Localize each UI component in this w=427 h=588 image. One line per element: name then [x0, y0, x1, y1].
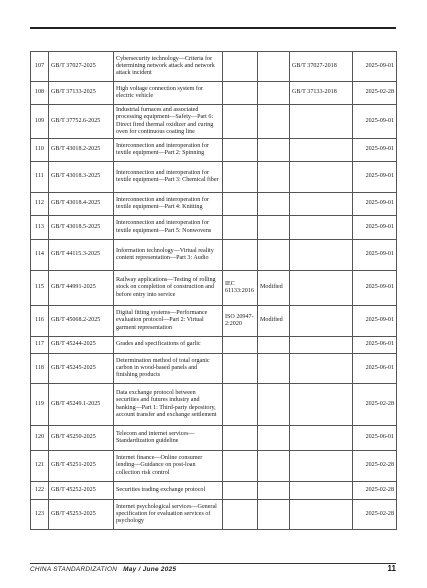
row-number: 121: [31, 451, 49, 482]
row-number: 115: [31, 271, 49, 306]
journal-name: CHINA STANDARDIZATION: [30, 566, 118, 573]
adopted-standard: [223, 82, 258, 105]
row-number: 113: [31, 216, 49, 240]
table-row: [31, 139, 397, 162]
adopted-standard: [223, 193, 258, 216]
row-number: 123: [31, 500, 49, 530]
adopted-standard: IEC 61133:2016: [223, 271, 258, 306]
implementation-date: 2025-09-01: [353, 105, 397, 139]
standard-code: GB/T 37027-2025: [49, 52, 114, 82]
standard-title: Grades and specifications of garlic: [114, 337, 223, 354]
row-number: 117: [31, 337, 49, 354]
standard-code: GB/T 43018.4-2025: [49, 193, 114, 216]
adoption-relation: Modified: [258, 306, 290, 337]
standard-title: High voltage connection system for electric vehicle: [114, 82, 223, 105]
row-number: 110: [31, 139, 49, 162]
implementation-date: 2025-09-01: [353, 52, 397, 82]
row-number: 119: [31, 384, 49, 426]
adoption-relation: [258, 500, 290, 530]
table-row: [31, 271, 397, 306]
page-number: 11: [387, 564, 396, 573]
standard-title: Telecom and internet services—Standardization guideline: [114, 426, 223, 451]
row-number: 112: [31, 193, 49, 216]
replaced-standard: [290, 306, 353, 337]
standard-title: Internet psychological services—General specification for evaluation services of psychology: [114, 500, 223, 530]
standard-title: Data exchange protocol between securities and futures industry and banking—Part 1: Third-party depository, account transfer and exchange settlement: [114, 384, 223, 426]
adoption-relation: [258, 384, 290, 426]
replaced-standard: [290, 354, 353, 384]
table-row: [31, 52, 397, 82]
adopted-standard: [223, 451, 258, 482]
table-row: [31, 354, 397, 384]
row-number: 111: [31, 162, 49, 193]
standard-title: Cybersecurity technology—Criteria for determining network attack and network attack incident: [114, 52, 223, 82]
top-rule: [30, 27, 396, 29]
implementation-date: 2025-06-01: [353, 354, 397, 384]
adopted-standard: [223, 240, 258, 271]
standard-code: GB/T 45252-2025: [49, 482, 114, 500]
row-number: 122: [31, 482, 49, 500]
table-row: [31, 426, 397, 451]
implementation-date: 2025-09-01: [353, 193, 397, 216]
table-row: [31, 216, 397, 240]
replaced-standard: GB/T 37027-2018: [290, 52, 353, 82]
table-row: [31, 451, 397, 482]
adopted-standard: [223, 384, 258, 426]
row-number: 109: [31, 105, 49, 139]
row-number: 108: [31, 82, 49, 105]
replaced-standard: [290, 193, 353, 216]
replaced-standard: [290, 426, 353, 451]
replaced-standard: [290, 384, 353, 426]
replaced-standard: [290, 451, 353, 482]
adoption-relation: [258, 337, 290, 354]
replaced-standard: [290, 105, 353, 139]
adoption-relation: [258, 82, 290, 105]
row-number: 107: [31, 52, 49, 82]
standard-code: GB/T 45251-2025: [49, 451, 114, 482]
implementation-date: 2025-02-28: [353, 482, 397, 500]
footer-rule: [30, 563, 396, 564]
adopted-standard: [223, 482, 258, 500]
standard-code: GB/T 45068.2-2025: [49, 306, 114, 337]
replaced-standard: [290, 337, 353, 354]
replaced-standard: [290, 139, 353, 162]
adoption-relation: [258, 240, 290, 271]
standard-code: GB/T 45245-2025: [49, 354, 114, 384]
implementation-date: 2025-02-28: [353, 500, 397, 530]
standard-code: GB/T 37752.6-2025: [49, 105, 114, 139]
replaced-standard: [290, 162, 353, 193]
replaced-standard: [290, 500, 353, 530]
table-row: [31, 337, 397, 354]
issue-label: May / June 2025: [123, 566, 177, 573]
adopted-standard: [223, 500, 258, 530]
adoption-relation: [258, 451, 290, 482]
standard-code: GB/T 45253-2025: [49, 500, 114, 530]
standard-code: GB/T 44115.3-2025: [49, 240, 114, 271]
adopted-standard: [223, 139, 258, 162]
table-row: [31, 162, 397, 193]
standards-table: [30, 51, 397, 530]
standard-code: GB/T 43018.2-2025: [49, 139, 114, 162]
standard-code: GB/T 45249.1-2025: [49, 384, 114, 426]
adoption-relation: [258, 193, 290, 216]
adoption-relation: [258, 426, 290, 451]
adopted-standard: [223, 162, 258, 193]
adopted-standard: [223, 337, 258, 354]
standard-code: GB/T 37133-2025: [49, 82, 114, 105]
implementation-date: 2025-09-01: [353, 139, 397, 162]
adoption-relation: Modified: [258, 271, 290, 306]
table-row: [31, 193, 397, 216]
implementation-date: 2025-09-01: [353, 240, 397, 271]
standard-code: GB/T 43018.3-2025: [49, 162, 114, 193]
implementation-date: 2025-06-01: [353, 337, 397, 354]
implementation-date: 2025-09-01: [353, 162, 397, 193]
standard-title: Internet finance—Online consumer lending—Guidance on post-loan collection risk control: [114, 451, 223, 482]
implementation-date: 2025-09-01: [353, 271, 397, 306]
standard-code: GB/T 44991-2025: [49, 271, 114, 306]
replaced-standard: [290, 240, 353, 271]
row-number: 120: [31, 426, 49, 451]
adoption-relation: [258, 139, 290, 162]
adoption-relation: [258, 162, 290, 193]
standard-title: Securities trading exchange protocol: [114, 482, 223, 500]
adoption-relation: [258, 354, 290, 384]
implementation-date: 2025-02-28: [353, 384, 397, 426]
replaced-standard: [290, 271, 353, 306]
table-row: [31, 482, 397, 500]
replaced-standard: GB/T 37133-2018: [290, 82, 353, 105]
standard-title: Interconnection and interoperation for textile equipment—Part 2: Spinning: [114, 139, 223, 162]
replaced-standard: [290, 482, 353, 500]
row-number: 118: [31, 354, 49, 384]
standard-title: Railway applications—Testing of rolling stock on completion of construction and before entry into service: [114, 271, 223, 306]
adoption-relation: [258, 216, 290, 240]
standard-title: Interconnection and interoperation for textile equipment—Part 3: Chemical fiber: [114, 162, 223, 193]
table-row: [31, 240, 397, 271]
row-number: 114: [31, 240, 49, 271]
adopted-standard: ISO 20947-2:2020: [223, 306, 258, 337]
table-row: [31, 82, 397, 105]
page-footer: [30, 566, 176, 573]
adoption-relation: [258, 482, 290, 500]
standard-title: Interconnection and interoperation for textile equipment—Part 5: Nonwovens: [114, 216, 223, 240]
adopted-standard: [223, 426, 258, 451]
implementation-date: 2025-09-01: [353, 216, 397, 240]
standard-code: GB/T 45250-2025: [49, 426, 114, 451]
replaced-standard: [290, 216, 353, 240]
adopted-standard: [223, 216, 258, 240]
row-number: 116: [31, 306, 49, 337]
standard-title: Interconnection and interoperation for textile equipment—Part 4: Knitting: [114, 193, 223, 216]
standard-code: GB/T 43018.5-2025: [49, 216, 114, 240]
adopted-standard: [223, 52, 258, 82]
adopted-standard: [223, 105, 258, 139]
adoption-relation: [258, 105, 290, 139]
standard-title: Digital fitting systems—Performance evaluation protocol—Part 2: Virtual garment representation: [114, 306, 223, 337]
standard-title: Industrial furnaces and associated processing equipment—Safety—Part 6: Direct fired thermal oxidizer and curing oven for continuous coating line: [114, 105, 223, 139]
adopted-standard: [223, 354, 258, 384]
table-row: [31, 306, 397, 337]
implementation-date: 2025-02-28: [353, 451, 397, 482]
table-row: [31, 500, 397, 530]
standard-code: GB/T 45244-2025: [49, 337, 114, 354]
implementation-date: 2025-09-01: [353, 306, 397, 337]
standard-title: Determination method of total organic carbon in wood-based panels and finishing products: [114, 354, 223, 384]
standard-title: Information technology—Virtual reality content representation—Part 3: Audio: [114, 240, 223, 271]
implementation-date: 2025-02-28: [353, 82, 397, 105]
table-row: [31, 384, 397, 426]
implementation-date: 2025-06-01: [353, 426, 397, 451]
adoption-relation: [258, 52, 290, 82]
table-row: [31, 105, 397, 139]
